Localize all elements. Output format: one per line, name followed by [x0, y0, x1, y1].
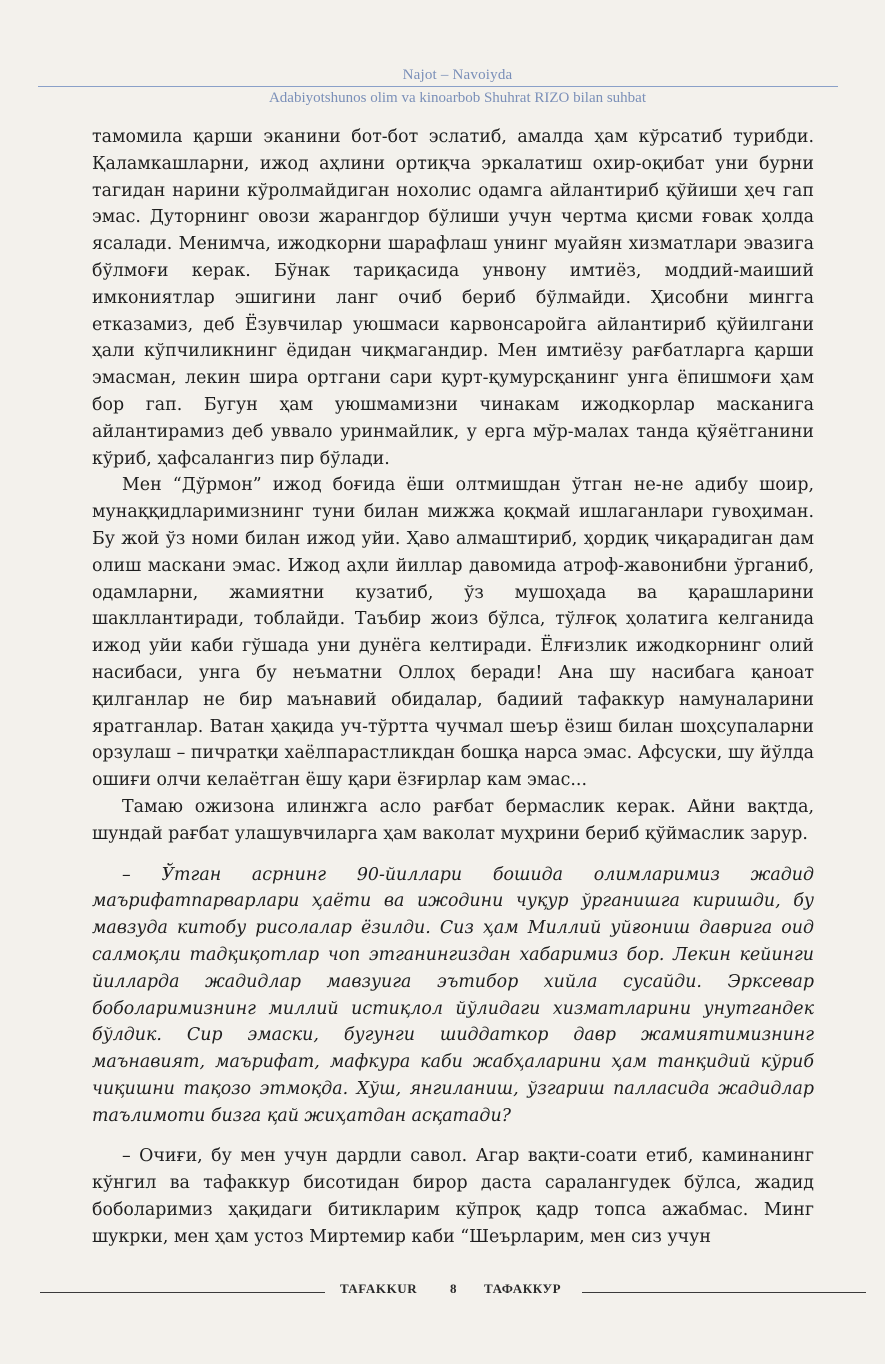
header-divider — [38, 86, 838, 87]
footer-magazine-cyrillic: ТАФАККУР — [484, 1281, 562, 1296]
page-number: 8 — [450, 1281, 458, 1296]
article-body — [92, 124, 814, 1251]
running-header — [0, 66, 885, 107]
page-footer — [0, 1281, 885, 1301]
footer-rule-right — [582, 1292, 866, 1293]
header-title: Najot – Navoiyda — [402, 67, 513, 83]
paragraph-1: тамомила қарши эканини бот-бот эслатиб, амалда ҳам кўрсатиб турибди. Қаламкашларни, ижод аҳлини ортиқча эркалатиш охир-оқибат уни бурни тагидан нарини кўролмайдиган нохолис одамга айлантириб қўйиши ҳеч гап эмас. Дуторнинг овози жарангдор бўлиши учун чертма қисми ғовак ҳолда ясалади. Менимча, ижодкорни шарафлаш унинг муайян хизматлари эвазига бўлмоғи керак. Бўнак тариқасида унвону имтиёз, моддий-маиший имкониятлар эшигини ланг очиб бериб бўлмайди. Ҳисобни мингга етказамиз, деб Ёзувчилар уюшмаси карвонсаройга айлантириб қўйилгани ҳали кўпчиликнинг ёдидан чиқмагандир. Мен имтиёзу рағбатларга қарши эмасман, лекин шира ортгани сари қурт-қумурсқанинг унга ёпишмоғи ҳам бор гап. Бугун ҳам уюшмамизни чинакам ижодкорлар масканига айлантирамиз деб уввало уринмайлик, у ерга мўр-малах танда қўяётганини кўриб, ҳафсалангиз пир бўлади. — [92, 127, 814, 469]
paragraph-3: Тамаю ожизона илинжга асло рағбат бермаслик керак. Айни вақтда, шундай рағбат улашувчиларга ҳам ваколат муҳрини бериб қўймаслик зарур. — [92, 796, 814, 844]
footer-rule-left — [40, 1292, 325, 1293]
footer-magazine-latin: TAFAKKUR — [340, 1281, 418, 1296]
paragraph-2: Мен “Дўрмон” ижод боғида ёши олтмишдан ўтган не-не адибу шоир, мунаққидларимизнинг туни билан мижжа қоқмай ишлаганлари гувоҳиман. Бу жой ўз номи билан ижод уйи. Ҳаво алмаштириб, ҳордиқ чиқарадиган дам олиш маскани эмас. Ижод аҳли йиллар давомида атроф-жавонибни ўрганиб, одамларни, жамиятни кузатиб, ўз мушоҳада ва қарашларини шакллантиради, тоблайди. Таъбир жоиз бўлса, тўлғоқ ҳолатига келганида ижод уйи каби гўшада уни дунёга келтиради. Ёлғизлик ижодкорнинг олий насибаси, унга бу неъматни Оллоҳ беради! Ана шу насибага қаноат қилганлар не бир маънавий обидалар, бадиий тафаккур намуналарини яратганлар. Ватан ҳақида уч-тўртта чучмал шеър ёзиш билан шоҳсупаларни орзулаш – пичратқи хаёлпарастликдан бошқа нарса эмас. Афсуски, шу йўлда ошиғи олчи келаётган ёшу қари ёзғирлар кам эмас... — [92, 475, 814, 791]
header-subtitle: Adabiyotshunos olim va kinoarbob Shuhrat RIZO bilan suhbat — [268, 90, 647, 106]
interview-answer: – Очиғи, бу мен учун дардли савол. Агар вақти-соати етиб, каминанинг кўнгил ва тафаккур бисотидан бирор даста саралангудек бўлса, жадид боболаримиз ҳақидаги битикларим кўпроқ қадр топса ажабмас. Минг шукрки, мен ҳам устоз Миртемир каби “Шеърларим, мен сиз учун — [92, 1146, 814, 1247]
interview-question: – Ўтган асрнинг 90-йиллари бошида олимларимиз жадид маърифатпарварлари ҳаёти ва ижодини чуқур ўрганишга киришди, бу мавзуда китобу рисолалар ёзилди. Сиз ҳам Миллий уйғониш даврига оид салмоқли тадқиқотлар чоп этганингиздан хабаримиз бор. Лекин кейинги йилларда жадидлар мавзуига эътибор хийла сусайди. Эрксевар боболаримизнинг миллий истиқлол йўлидаги хизматларини унутгандек бўлдик. Сир эмаски, бугунги шиддаткор давр жамиятимизнинг маънавият, маърифат, мафкура каби жабҳаларини ҳам танқидий кўриб чиқишни тақозо этмоқда. Хўш, янгиланиш, ўзгариш палласида жадидлар таълимоти бизга қай жиҳатдан асқатади? — [92, 864, 814, 1126]
